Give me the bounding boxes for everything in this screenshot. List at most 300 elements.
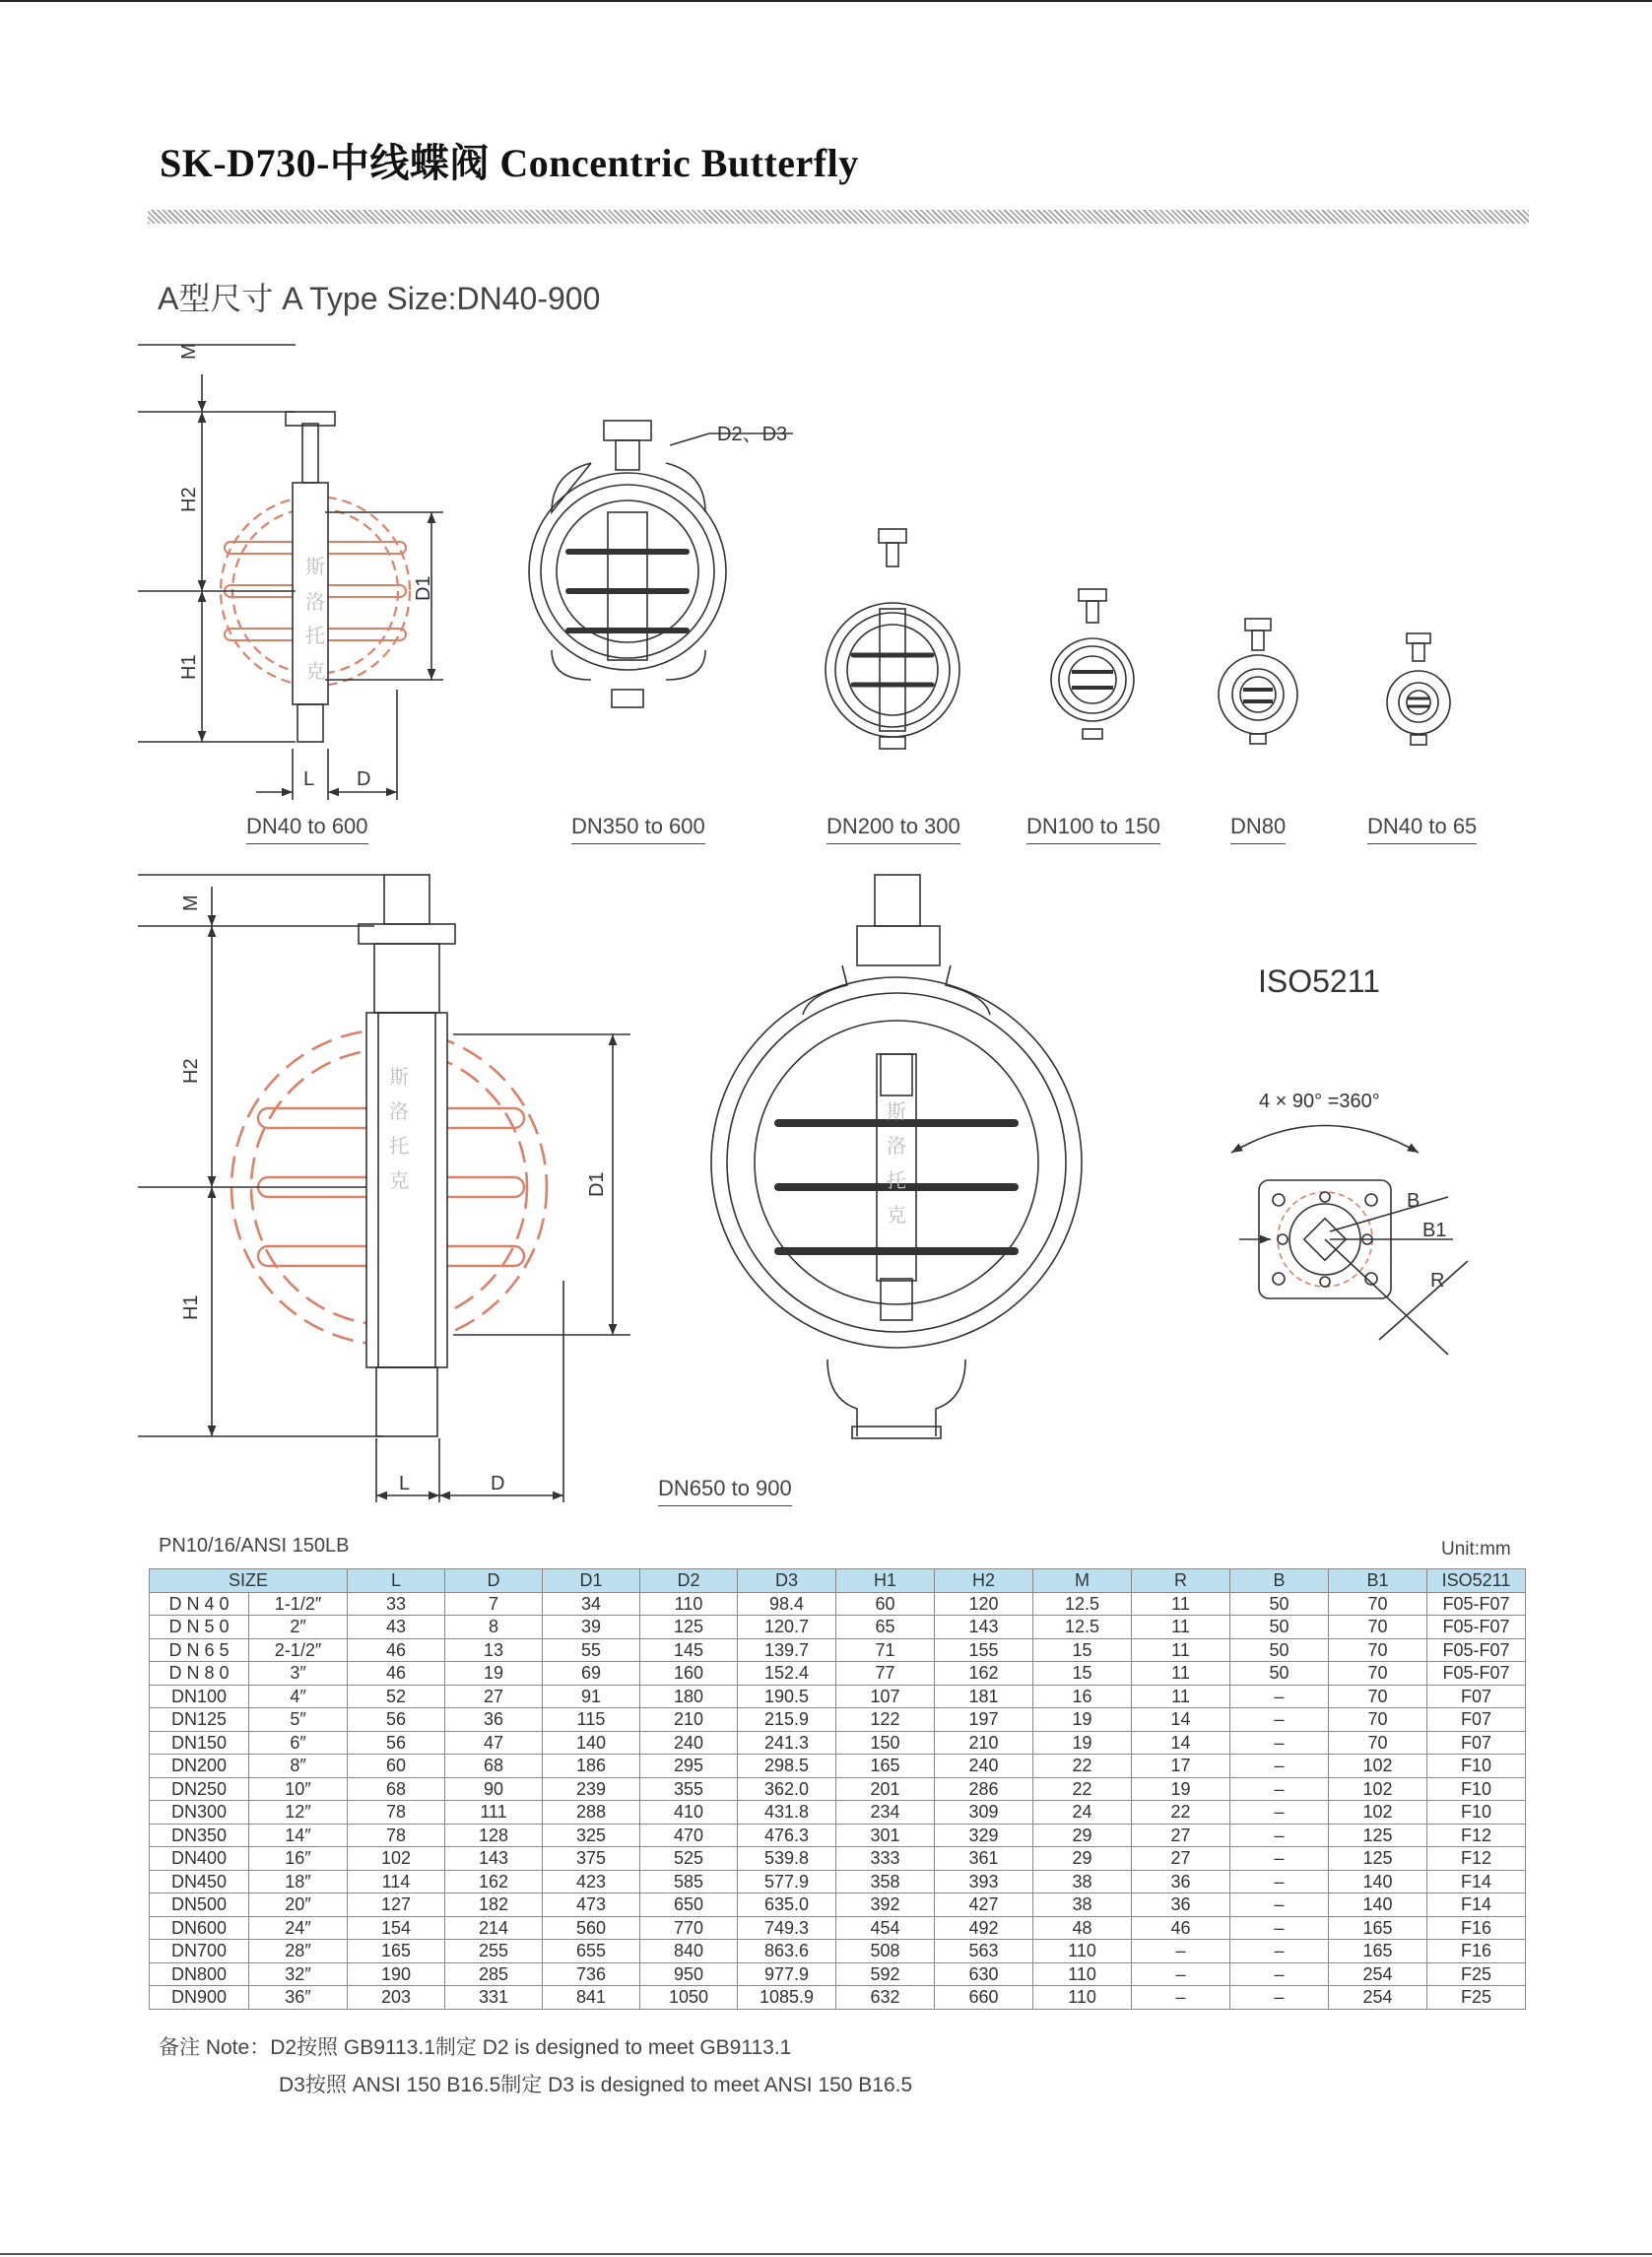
table-cell: 12.5 [1033, 1592, 1132, 1616]
table-cell: 36 [1132, 1870, 1230, 1893]
table-cell: 4″ [249, 1685, 348, 1708]
table-cell: 140 [1329, 1893, 1427, 1917]
table-cell: 120.7 [738, 1616, 836, 1639]
table-cell: 27 [445, 1685, 543, 1708]
table-cell: 36″ [249, 1986, 348, 2010]
table-cell: 563 [935, 1940, 1033, 1963]
table-cell: 10″ [249, 1777, 348, 1801]
header-cell: B1 [1329, 1569, 1427, 1593]
table-cell: 46 [348, 1662, 445, 1686]
table-cell: 162 [935, 1662, 1033, 1686]
table-cell: 140 [1329, 1870, 1427, 1893]
label-d2-d3: D2、D3 [717, 424, 788, 445]
table-cell: 114 [348, 1870, 445, 1893]
table-cell: 1050 [640, 1986, 738, 2010]
table-row [150, 1638, 1526, 1662]
front-view-dn80 [1219, 619, 1297, 744]
table-header-row [150, 1569, 1526, 1593]
table-row [150, 1962, 1526, 1986]
table-body [150, 1592, 1526, 2009]
table-cell: F10 [1427, 1755, 1526, 1778]
table-cell: 1085.9 [738, 1986, 836, 2010]
side-view-large [138, 875, 630, 1502]
table-cell: F10 [1427, 1777, 1526, 1801]
table-cell: 560 [543, 1916, 640, 1940]
table-cell: 525 [640, 1847, 738, 1871]
table-cell: D N 4 0 [150, 1592, 249, 1616]
dimension-table [149, 1568, 1526, 2010]
table-cell: 14 [1132, 1731, 1230, 1755]
table-cell: 660 [935, 1986, 1033, 2010]
table-cell: 14″ [249, 1824, 348, 1847]
caption-dn40-65: DN40 to 65 [1367, 814, 1477, 844]
table-cell: 27 [1132, 1847, 1230, 1871]
header-cell: H1 [836, 1569, 935, 1593]
table-cell: 286 [935, 1777, 1033, 1801]
table-cell: 736 [543, 1962, 640, 1986]
front-view-dn350-600 [529, 421, 793, 707]
table-cell: 78 [348, 1801, 445, 1825]
table-cell: F07 [1427, 1685, 1526, 1708]
label-d1-large: D1 [586, 1171, 608, 1197]
caption-dn40-600: DN40 to 600 [246, 814, 368, 844]
table-cell: 12.5 [1033, 1616, 1132, 1639]
table-cell: 11 [1132, 1616, 1230, 1639]
label-h1-large: H1 [180, 1294, 202, 1320]
table-cell: 362.0 [738, 1777, 836, 1801]
table-cell: 423 [543, 1870, 640, 1893]
table-cell: 11 [1132, 1638, 1230, 1662]
table-cell: 154 [348, 1916, 445, 1940]
table-row [150, 1824, 1526, 1847]
watermark-char: 托 [305, 626, 325, 647]
table-cell: 454 [836, 1916, 935, 1940]
table-cell: 473 [543, 1893, 640, 1917]
label-d-small: D [357, 768, 371, 790]
label-h1-small: H1 [178, 654, 200, 680]
table-cell: 2-1/2″ [249, 1638, 348, 1662]
table-cell: 240 [935, 1755, 1033, 1778]
top-border [0, 0, 1652, 2]
header-cell: D [445, 1569, 543, 1593]
table-cell: F05-F07 [1427, 1662, 1526, 1686]
table-cell: 70 [1329, 1731, 1427, 1755]
header-cell: D1 [543, 1569, 640, 1593]
table-cell: 56 [348, 1708, 445, 1732]
table-cell: 508 [836, 1940, 935, 1963]
watermark-char: 托 [887, 1170, 906, 1192]
table-cell: 16 [1033, 1685, 1132, 1708]
table-cell: F05-F07 [1427, 1592, 1526, 1616]
valve-drawings [0, 296, 1652, 1527]
table-cell: 770 [640, 1916, 738, 1940]
table-cell: 139.7 [738, 1638, 836, 1662]
table-cell: 102 [1329, 1755, 1427, 1778]
table-cell: 70 [1329, 1685, 1427, 1708]
table-cell: F25 [1427, 1986, 1526, 2010]
watermark-char: 斯 [887, 1101, 906, 1123]
table-cell: 125 [640, 1616, 738, 1639]
table-cell: – [1230, 1916, 1329, 1940]
table-cell: 234 [836, 1801, 935, 1825]
table-cell: 77 [836, 1662, 935, 1686]
iso5211-title: ISO5211 [1258, 963, 1380, 999]
table-cell: 110 [1033, 1940, 1132, 1963]
table-cell: 375 [543, 1847, 640, 1871]
label-h2-small: H2 [178, 487, 200, 512]
table-cell: 70 [1329, 1616, 1427, 1639]
table-cell: 585 [640, 1870, 738, 1893]
table-cell: – [1230, 1708, 1329, 1732]
table-cell: F07 [1427, 1708, 1526, 1732]
table-cell: – [1230, 1731, 1329, 1755]
table-cell: 255 [445, 1940, 543, 1963]
table-cell: 28″ [249, 1940, 348, 1963]
watermark-char: 克 [389, 1170, 409, 1192]
table-cell: 122 [836, 1708, 935, 1732]
caption-dn200-300: DN200 to 300 [826, 814, 960, 844]
table-cell: 34 [543, 1592, 640, 1616]
label-b1: B1 [1422, 1220, 1447, 1241]
label-m-small: M [178, 343, 200, 360]
table-cell: – [1230, 1801, 1329, 1825]
table-cell: 355 [640, 1777, 738, 1801]
table-cell: 12″ [249, 1801, 348, 1825]
table-cell: 632 [836, 1986, 935, 2010]
table-cell: – [1230, 1755, 1329, 1778]
unit-label: Unit:mm [1441, 1539, 1511, 1560]
table-cell: 27 [1132, 1824, 1230, 1847]
table-cell: 11 [1132, 1685, 1230, 1708]
table-cell: 24″ [249, 1916, 348, 1940]
table-cell: 11 [1132, 1662, 1230, 1686]
table-cell: 48 [1033, 1916, 1132, 1940]
table-cell: 165 [348, 1940, 445, 1963]
caption-dn80: DN80 [1230, 814, 1286, 844]
table-cell: 8″ [249, 1755, 348, 1778]
table-cell: 210 [935, 1731, 1033, 1755]
table-cell: – [1230, 1824, 1329, 1847]
table-cell: 393 [935, 1870, 1033, 1893]
table-cell: 19 [445, 1662, 543, 1686]
table-cell: 110 [1033, 1986, 1132, 2010]
table-cell: 98.4 [738, 1592, 836, 1616]
front-view-dn200-300 [826, 529, 959, 749]
table-cell: 749.3 [738, 1916, 836, 1940]
table-cell: 841 [543, 1986, 640, 2010]
table-cell: 19 [1033, 1708, 1132, 1732]
watermark-char: 洛 [305, 592, 325, 614]
table-cell: DN800 [150, 1962, 249, 1986]
table-cell: 301 [836, 1824, 935, 1847]
table-cell: 36 [1132, 1893, 1230, 1917]
caption-dn650-900: DN650 to 900 [658, 1476, 792, 1506]
table-cell: 295 [640, 1755, 738, 1778]
table-cell: 165 [1329, 1940, 1427, 1963]
table-row [150, 1777, 1526, 1801]
table-cell: F14 [1427, 1893, 1526, 1917]
table-cell: 162 [445, 1870, 543, 1893]
table-cell: – [1230, 1777, 1329, 1801]
note-line-1: 备注 Note：D2按照 GB9113.1制定 D2 is designed to meet GB9113.1 [159, 2036, 792, 2059]
table-cell: DN125 [150, 1708, 249, 1732]
table-cell: 38 [1033, 1893, 1132, 1917]
header-cell: D2 [640, 1569, 738, 1593]
table-row [150, 1731, 1526, 1755]
label-b: B [1407, 1190, 1421, 1212]
table-cell: 22 [1033, 1755, 1132, 1778]
watermark-char: 洛 [389, 1101, 409, 1123]
table-cell: 125 [1329, 1824, 1427, 1847]
table-cell: 840 [640, 1940, 738, 1963]
table-cell: 140 [543, 1731, 640, 1755]
table-cell: DN150 [150, 1731, 249, 1755]
table-row [150, 1616, 1526, 1639]
table-cell: 110 [1033, 1962, 1132, 1986]
table-cell: 165 [1329, 1916, 1427, 1940]
table-cell: 190.5 [738, 1685, 836, 1708]
table-cell: 70 [1329, 1592, 1427, 1616]
table-cell: F16 [1427, 1940, 1526, 1963]
table-cell: F05-F07 [1427, 1616, 1526, 1639]
label-l-small: L [303, 768, 315, 790]
table-cell: 592 [836, 1962, 935, 1986]
table-cell: F05-F07 [1427, 1638, 1526, 1662]
table-cell: 630 [935, 1962, 1033, 1986]
table-cell: 285 [445, 1962, 543, 1986]
table-cell: 331 [445, 1986, 543, 2010]
side-view-small [138, 345, 443, 800]
table-cell: 32″ [249, 1962, 348, 1986]
table-cell: 160 [640, 1662, 738, 1686]
table-cell: 182 [445, 1893, 543, 1917]
table-cell: 22 [1033, 1777, 1132, 1801]
table-cell: F25 [1427, 1962, 1526, 1986]
table-cell: D N 5 0 [150, 1616, 249, 1639]
table-cell: 863.6 [738, 1940, 836, 1963]
table-row [150, 1685, 1526, 1708]
table-row [150, 1755, 1526, 1778]
label-h2-large: H2 [180, 1058, 202, 1084]
table-cell: DN450 [150, 1870, 249, 1893]
table-cell: 102 [1329, 1801, 1427, 1825]
table-row [150, 1916, 1526, 1940]
label-d-large: D [491, 1473, 505, 1494]
table-cell: 240 [640, 1731, 738, 1755]
table-cell: – [1230, 1893, 1329, 1917]
table-cell: 69 [543, 1662, 640, 1686]
table-cell: 70 [1329, 1708, 1427, 1732]
table-cell: 470 [640, 1824, 738, 1847]
table-cell: 143 [935, 1616, 1033, 1639]
table-cell: 329 [935, 1824, 1033, 1847]
table-cell: 39 [543, 1616, 640, 1639]
table-cell: DN350 [150, 1824, 249, 1847]
label-l-large: L [399, 1473, 411, 1494]
table-cell: – [1230, 1962, 1329, 1986]
table-cell: 197 [935, 1708, 1033, 1732]
table-cell: 14 [1132, 1708, 1230, 1732]
table-cell: DN250 [150, 1777, 249, 1801]
watermark-char: 托 [389, 1136, 409, 1158]
table-cell: F07 [1427, 1731, 1526, 1755]
label-iso-angle: 4 × 90° =360° [1259, 1091, 1380, 1112]
table-cell: D N 8 0 [150, 1662, 249, 1686]
table-cell: 102 [1329, 1777, 1427, 1801]
table-cell: 190 [348, 1962, 445, 1986]
table-cell: – [1132, 1986, 1230, 2010]
table-cell: 125 [1329, 1847, 1427, 1871]
table-cell: 16″ [249, 1847, 348, 1871]
table-cell: 56 [348, 1731, 445, 1755]
table-cell: 5″ [249, 1708, 348, 1732]
table-cell: 2″ [249, 1616, 348, 1639]
table-cell: 241.3 [738, 1731, 836, 1755]
table-cell: – [1230, 1870, 1329, 1893]
table-cell: 476.3 [738, 1824, 836, 1847]
table-cell: – [1230, 1847, 1329, 1871]
table-cell: – [1132, 1962, 1230, 1986]
table-cell: 15 [1033, 1638, 1132, 1662]
table-cell: DN200 [150, 1755, 249, 1778]
caption-dn100-150: DN100 to 150 [1026, 814, 1160, 844]
table-cell: 50 [1230, 1616, 1329, 1639]
table-cell: F12 [1427, 1824, 1526, 1847]
table-cell: – [1230, 1986, 1329, 2010]
table-cell: – [1230, 1685, 1329, 1708]
table-cell: 210 [640, 1708, 738, 1732]
table-cell: 46 [1132, 1916, 1230, 1940]
table-cell: 90 [445, 1777, 543, 1801]
table-cell: 7 [445, 1592, 543, 1616]
header-cell: SIZE [150, 1569, 348, 1593]
table-cell: 102 [348, 1847, 445, 1871]
table-cell: 1-1/2″ [249, 1592, 348, 1616]
table-cell: 78 [348, 1824, 445, 1847]
table-cell: 36 [445, 1708, 543, 1732]
table-cell: 577.9 [738, 1870, 836, 1893]
section-subtitle: A型尺寸 A Type Size:DN40-900 [158, 281, 601, 316]
table-cell: 155 [935, 1638, 1033, 1662]
table-cell: 8 [445, 1616, 543, 1639]
table-cell: 3″ [249, 1662, 348, 1686]
table-cell: 165 [836, 1755, 935, 1778]
pressure-rating-label: PN10/16/ANSI 150LB [159, 1535, 350, 1557]
watermark-char: 斯 [389, 1067, 409, 1089]
label-r: R [1430, 1270, 1445, 1292]
table-cell: 65 [836, 1616, 935, 1639]
table-cell: F10 [1427, 1801, 1526, 1825]
table-cell: 650 [640, 1893, 738, 1917]
table-row [150, 1986, 1526, 2010]
table-cell: 47 [445, 1731, 543, 1755]
table-cell: 358 [836, 1870, 935, 1893]
table-cell: 52 [348, 1685, 445, 1708]
table-cell: 298.5 [738, 1755, 836, 1778]
table-cell: 361 [935, 1847, 1033, 1871]
watermark-char: 洛 [887, 1136, 906, 1158]
table-cell: 150 [836, 1731, 935, 1755]
label-d1-small: D1 [413, 575, 434, 601]
table-cell: 33 [348, 1592, 445, 1616]
table-cell: 50 [1230, 1662, 1329, 1686]
header-cell: H2 [935, 1569, 1033, 1593]
table-cell: 655 [543, 1940, 640, 1963]
table-row [150, 1662, 1526, 1686]
table-cell: 29 [1033, 1847, 1132, 1871]
front-view-dn40-65 [1387, 633, 1450, 745]
table-row [150, 1801, 1526, 1825]
table-cell: 152.4 [738, 1662, 836, 1686]
header-cell: M [1033, 1569, 1132, 1593]
table-row [150, 1592, 1526, 1616]
table-cell: 186 [543, 1755, 640, 1778]
caption-dn350-600: DN350 to 600 [571, 814, 705, 844]
note-line-2: D3按照 ANSI 150 B16.5制定 D3 is designed to meet ANSI 150 B16.5 [279, 2074, 913, 2096]
table-cell: 60 [836, 1592, 935, 1616]
table-cell: 309 [935, 1801, 1033, 1825]
header-cell: D3 [738, 1569, 836, 1593]
table-cell: 43 [348, 1616, 445, 1639]
table-cell: 115 [543, 1708, 640, 1732]
table-cell: 254 [1329, 1962, 1427, 1986]
table-cell: 46 [348, 1638, 445, 1662]
table-cell: 214 [445, 1916, 543, 1940]
table-cell: 13 [445, 1638, 543, 1662]
table-cell: 239 [543, 1777, 640, 1801]
table-cell: 71 [836, 1638, 935, 1662]
table-cell: 128 [445, 1824, 543, 1847]
table-cell: 288 [543, 1801, 640, 1825]
table-cell: 333 [836, 1847, 935, 1871]
table-cell: 215.9 [738, 1708, 836, 1732]
page-title: SK-D730-中线蝶阀 Concentric Butterfly [160, 141, 859, 185]
table-cell: 24 [1033, 1801, 1132, 1825]
table-cell: 50 [1230, 1592, 1329, 1616]
table-cell: 201 [836, 1777, 935, 1801]
table-cell: F12 [1427, 1847, 1526, 1871]
table-cell: 977.9 [738, 1962, 836, 1986]
table-cell: 60 [348, 1755, 445, 1778]
table-cell: 410 [640, 1801, 738, 1825]
table-cell: 20″ [249, 1893, 348, 1917]
table-cell: 70 [1329, 1662, 1427, 1686]
table-cell: 145 [640, 1638, 738, 1662]
header-cell: ISO5211 [1427, 1569, 1526, 1593]
table-cell: 38 [1033, 1870, 1132, 1893]
table-cell: 70 [1329, 1638, 1427, 1662]
watermark-char: 克 [305, 661, 325, 683]
table-cell: F14 [1427, 1870, 1526, 1893]
table-cell: 127 [348, 1893, 445, 1917]
table-row [150, 1708, 1526, 1732]
title-divider [148, 210, 1529, 224]
table-cell: 6″ [249, 1731, 348, 1755]
table-cell: 19 [1033, 1731, 1132, 1755]
table-cell: 22 [1132, 1801, 1230, 1825]
table-cell: DN600 [150, 1916, 249, 1940]
table-cell: 950 [640, 1962, 738, 1986]
watermark-char: 克 [887, 1205, 906, 1227]
table-cell: 11 [1132, 1592, 1230, 1616]
table-cell: 143 [445, 1847, 543, 1871]
table-row [150, 1870, 1526, 1893]
table-cell: 19 [1132, 1777, 1230, 1801]
table-row [150, 1893, 1526, 1917]
table-cell: 50 [1230, 1638, 1329, 1662]
table-cell: 15 [1033, 1662, 1132, 1686]
table-cell: 29 [1033, 1824, 1132, 1847]
